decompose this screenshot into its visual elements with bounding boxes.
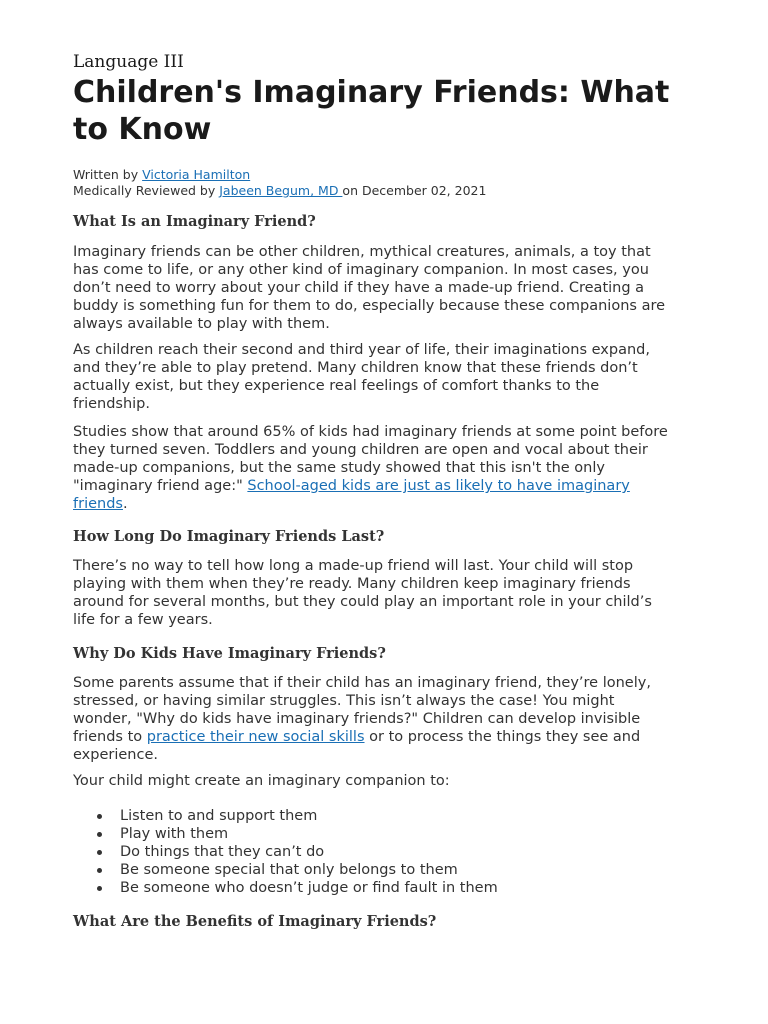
text-fragment: or to process the things they see and — [364, 729, 641, 745]
school-aged-kids-link-continued[interactable]: friends — [73, 496, 123, 512]
text-line: Imaginary friends can be other children, mythical creatures, animals, a toy that — [73, 244, 651, 260]
reviewer-link[interactable]: Jabeen Begum, MD — [219, 183, 343, 198]
text-line: As children reach their second and third year of life, their imaginations expand, — [73, 342, 650, 358]
paragraph — [73, 674, 713, 764]
list-item — [73, 807, 498, 825]
text-line: life for a few years. — [73, 612, 213, 628]
text-line: Studies show that around 65% of kids had imaginary friends at some point before — [73, 424, 668, 440]
bullet-icon — [97, 832, 102, 837]
text-line: has come to life, or any other kind of imaginary companion. In most cases, you — [73, 262, 649, 278]
text-line: always available to play with them. — [73, 316, 330, 332]
paragraph: Your child might create an imaginary companion to: — [73, 773, 450, 789]
list-item-text: Be someone who doesn’t judge or find fault in them — [120, 880, 498, 896]
text-line: stressed, or having similar struggles. This isn’t always the case! You might — [73, 693, 615, 709]
text-line — [73, 728, 713, 746]
list-item-text: Play with them — [120, 826, 229, 842]
reviewed-date: on December 02, 2021 — [342, 183, 487, 198]
title-line: to Know — [73, 112, 212, 147]
paragraph — [73, 423, 713, 513]
text-line: buddy is something fun for them to do, especially because these companions are — [73, 298, 666, 314]
list-item-text: Do things that they can’t do — [120, 844, 325, 860]
text-fragment: friends to — [73, 729, 147, 745]
written-by-line — [73, 167, 250, 183]
text-line — [73, 495, 713, 513]
reviewed-by-line — [73, 183, 486, 199]
list-item — [73, 843, 498, 861]
paragraph — [73, 243, 713, 333]
paragraph — [73, 341, 713, 413]
text-line: Some parents assume that if their child has an imaginary friend, they’re lonely, — [73, 675, 651, 691]
text-line: playing with them when they’re ready. Many children keep imaginary friends — [73, 576, 631, 592]
text-line: around for several months, but they could play an important role in your child’s — [73, 594, 652, 610]
author-link[interactable]: Victoria Hamilton — [142, 167, 251, 182]
text-line: don’t need to worry about your child if they have a made-up friend. Creating a — [73, 280, 645, 296]
written-by-prefix: Written by — [73, 167, 143, 182]
text-line: actually exist, but they experience real feelings of comfort thanks to the — [73, 378, 600, 394]
text-line: and they’re able to play pretend. Many children know that these friends don’t — [73, 360, 638, 376]
list-item-text: Listen to and support them — [120, 808, 318, 824]
list-item — [73, 861, 498, 879]
list-item-text: Be someone special that only belongs to them — [120, 862, 458, 878]
course-label: Language III — [73, 52, 184, 72]
bullet-list — [73, 807, 498, 897]
text-line: made-up companions, but the same study showed that this isn't the only — [73, 460, 605, 476]
section-heading: Why Do Kids Have Imaginary Friends? — [73, 645, 386, 662]
bullet-icon — [97, 814, 102, 819]
text-fragment: . — [122, 496, 128, 512]
text-fragment: "imaginary friend age:" — [73, 478, 248, 494]
text-line: experience. — [73, 747, 158, 763]
text-line: wonder, "Why do kids have imaginary friends?" Children can develop invisible — [73, 711, 641, 727]
bullet-icon — [97, 850, 102, 855]
social-skills-link[interactable]: practice their new social skills — [146, 729, 365, 745]
section-heading: How Long Do Imaginary Friends Last? — [73, 528, 385, 545]
text-line: friendship. — [73, 396, 150, 412]
title-line: Children's Imaginary Friends: What — [73, 75, 670, 110]
list-item — [73, 879, 498, 897]
text-line: There’s no way to tell how long a made-up friend will last. Your child will stop — [73, 558, 634, 574]
bullet-icon — [97, 886, 102, 891]
article-title — [73, 74, 713, 148]
text-line — [73, 477, 713, 495]
paragraph — [73, 557, 713, 629]
reviewed-by-prefix: Medically Reviewed by — [73, 183, 220, 198]
section-heading: What Is an Imaginary Friend? — [73, 213, 316, 230]
list-item — [73, 825, 498, 843]
section-heading: What Are the Benefits of Imaginary Friends? — [73, 913, 437, 930]
school-aged-kids-link[interactable]: School-aged kids are just as likely to have imaginary — [247, 478, 630, 494]
text-line: they turned seven. Toddlers and young children are open and vocal about their — [73, 442, 648, 458]
bullet-icon — [97, 868, 102, 873]
